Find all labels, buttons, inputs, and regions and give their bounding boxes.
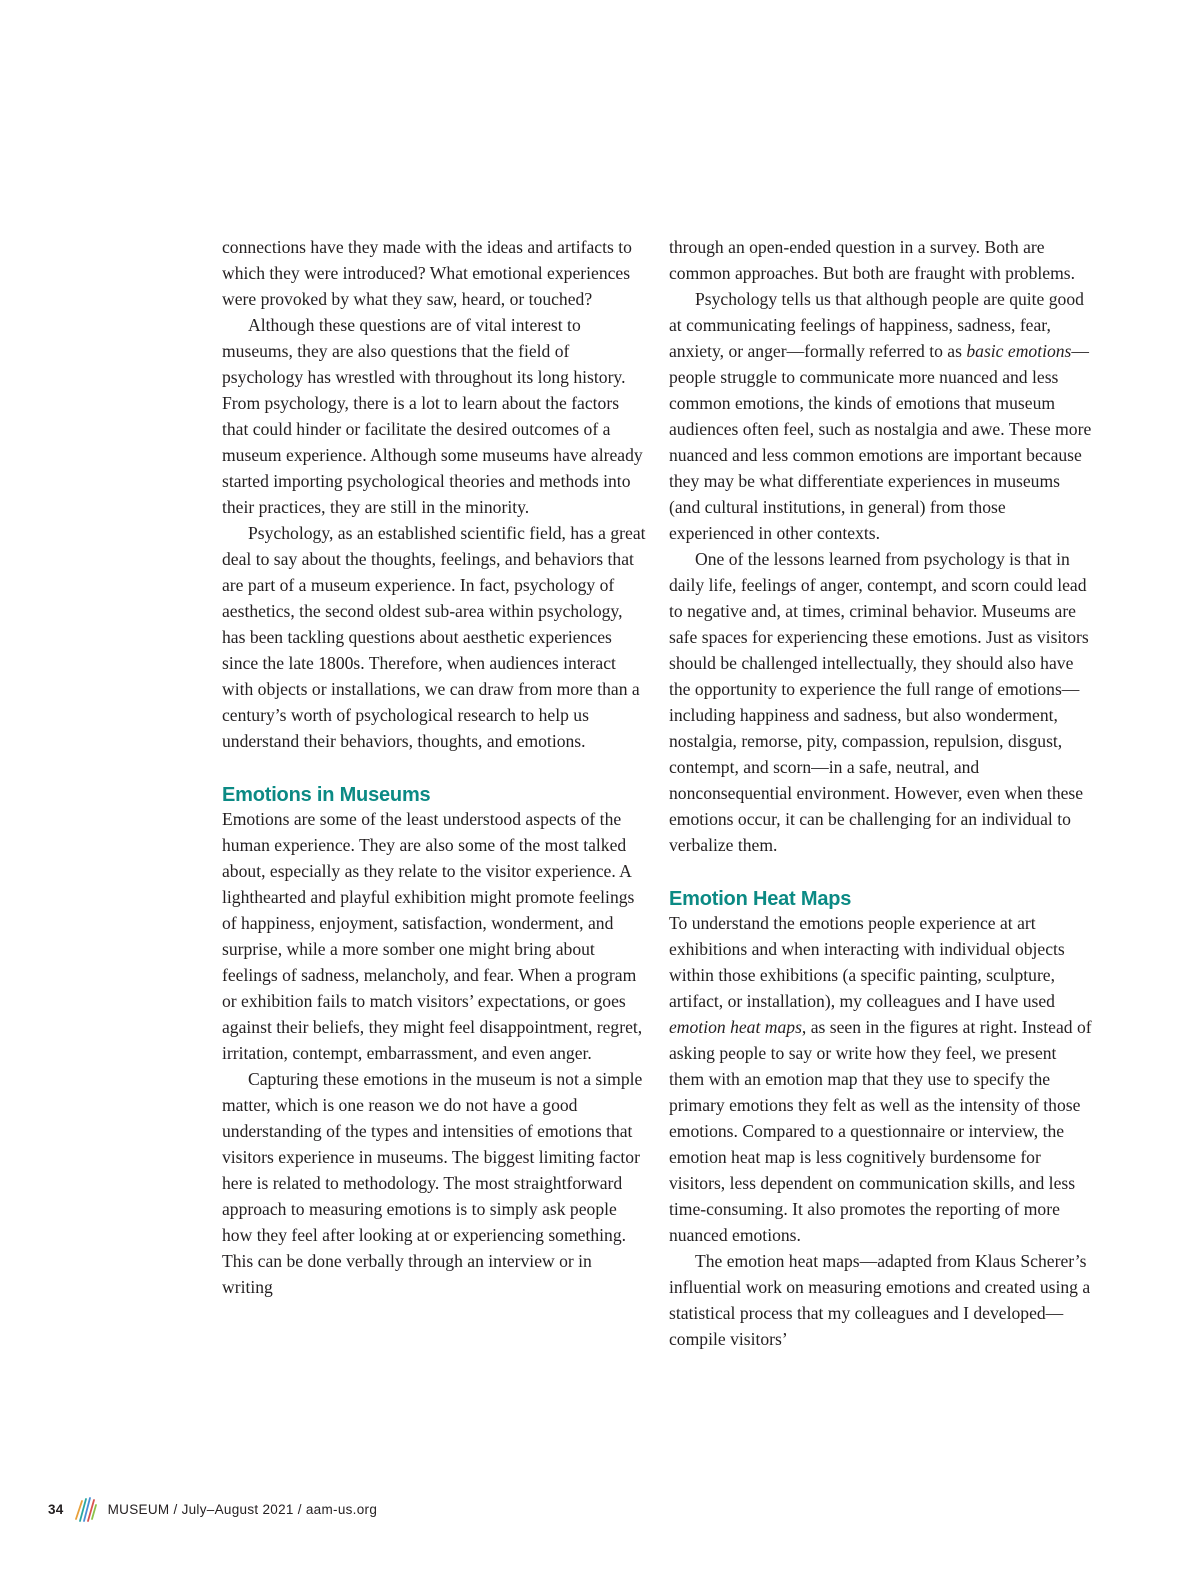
paragraph: Emotions are some of the least understood aspects of the human experience. They are also some of the most talked about, especially as they relate to the visitor experience. A lighthearted and playful exhibition might promote feelings of happiness, enjoyment, satisfaction, wonderment, and surprise, while a more somber one might bring about feelings of sadness, melancholy, and fear. When a program or exhibition fails to match visitors’ expectations, or goes against their beliefs, they might feel disappointment, regret, irritation, contempt, embarrassment, and even anger. xyxy=(222,809,643,1063)
text-run: , as seen in the figures at right. Instead of asking people to say or write how they feel, we present them with an emotion map that they use to specify the primary emotions they felt as well as the intensity of those emotions. Compared to a questionnaire or interview, the emotion heat map is less cognitively burdensome for visitors, less dependent on communication skills, and less time-consuming. It also promotes the reporting of more nuanced emotions. xyxy=(669,1017,1092,1245)
paragraph: through an open-ended question in a survey. Both are common approaches. But both are fraught with problems. xyxy=(669,237,1076,283)
paragraph: Psychology, as an established scientific field, has a great deal to say about the thoughts, feelings, and behaviors that are part of a museum experience. In fact, psychology of aesthetics, the second oldest sub-area within psychology, has been tackling questions about aesthetic experiences since the late 1800s. Therefore, when audiences interact with objects or installations, we can draw from more than a century’s worth of psychological research to help us understand their behaviors, thoughts, and emotions. xyxy=(222,523,646,751)
text-run: To understand the emotions people experience at art exhibitions and when interacting with individual objects within those exhibitions (a specific painting, sculpture, artifact, or installation), my colleagues and I have used xyxy=(669,913,1065,1011)
paragraph: The emotion heat maps—adapted from Klaus Scherer’s influential work on measuring emotions and created using a statistical process that my colleagues and I developed—compile visitors’ xyxy=(669,1251,1091,1349)
paragraph xyxy=(669,910,1093,1248)
paragraph: connections have they made with the ideas and artifacts to which they were introduced? What emotional experiences were provoked by what they saw, heard, or touched? xyxy=(222,237,632,309)
section-heading-emotions-in-museums: Emotions in Museums xyxy=(222,784,431,806)
text-run: —people struggle to communicate more nuanced and less common emotions, the kinds of emotions that museum audiences often feel, such as nostalgia and awe. These more nuanced and less common emotions are important because they may be what differentiate experiences in museums (and cultural institutions, in general) from those experienced in other contexts. xyxy=(669,341,1092,543)
page-number: 34 xyxy=(48,1501,64,1517)
paragraph: Although these questions are of vital interest to museums, they are also questions that the field of psychology has wrestled with throughout its long history. From psychology, there is a lot to learn about the factors that could hinder or facilitate the desired outcomes of a museum experience. Although some museums have already started importing psychological theories and methods into their practices, they are still in the minority. xyxy=(222,315,643,517)
paragraph: Capturing these emotions in the museum is not a simple matter, which is one reason we do not have a good understanding of the types and intensities of emotions that visitors experience in museums. The biggest limiting factor here is related to methodology. The most straightforward approach to measuring emotions is to simply ask people how they feel after looking at or experiencing something. This can be done verbally through an interview or in writing xyxy=(222,1069,643,1297)
page-footer xyxy=(48,1494,377,1524)
aam-logo-icon xyxy=(74,1495,98,1523)
paragraph: One of the lessons learned from psychology is that in daily life, feelings of anger, contempt, and scorn could lead to negative and, at times, criminal behavior. Museums are safe spaces for experiencing these emotions. Just as visitors should be challenged intellectually, they should also have the opportunity to experience the full range of emotions—including happiness and sadness, but also wonderment, nostalgia, remorse, pity, compassion, repulsion, disgust, contempt, and scorn—in a safe, neutral, and nonconsequential environment. However, even when these emotions occur, it can be challenging for an individual to verbalize them. xyxy=(669,549,1089,855)
emphasis-basic-emotions: basic emotions xyxy=(966,341,1072,361)
publication-info: MUSEUM / July–August 2021 / aam-us.org xyxy=(107,1501,378,1517)
section-heading-emotion-heat-maps: Emotion Heat Maps xyxy=(669,888,852,910)
paragraph xyxy=(669,286,1093,546)
right-column xyxy=(669,234,1093,1352)
left-column xyxy=(222,234,646,1300)
text-run: Psychology tells us that although people are quite good at communicating feelings of happiness, sadness, fear, anxiety, or anger—formally referred to as xyxy=(669,289,1084,361)
emphasis-emotion-heat-maps: emotion heat maps xyxy=(669,1017,802,1037)
